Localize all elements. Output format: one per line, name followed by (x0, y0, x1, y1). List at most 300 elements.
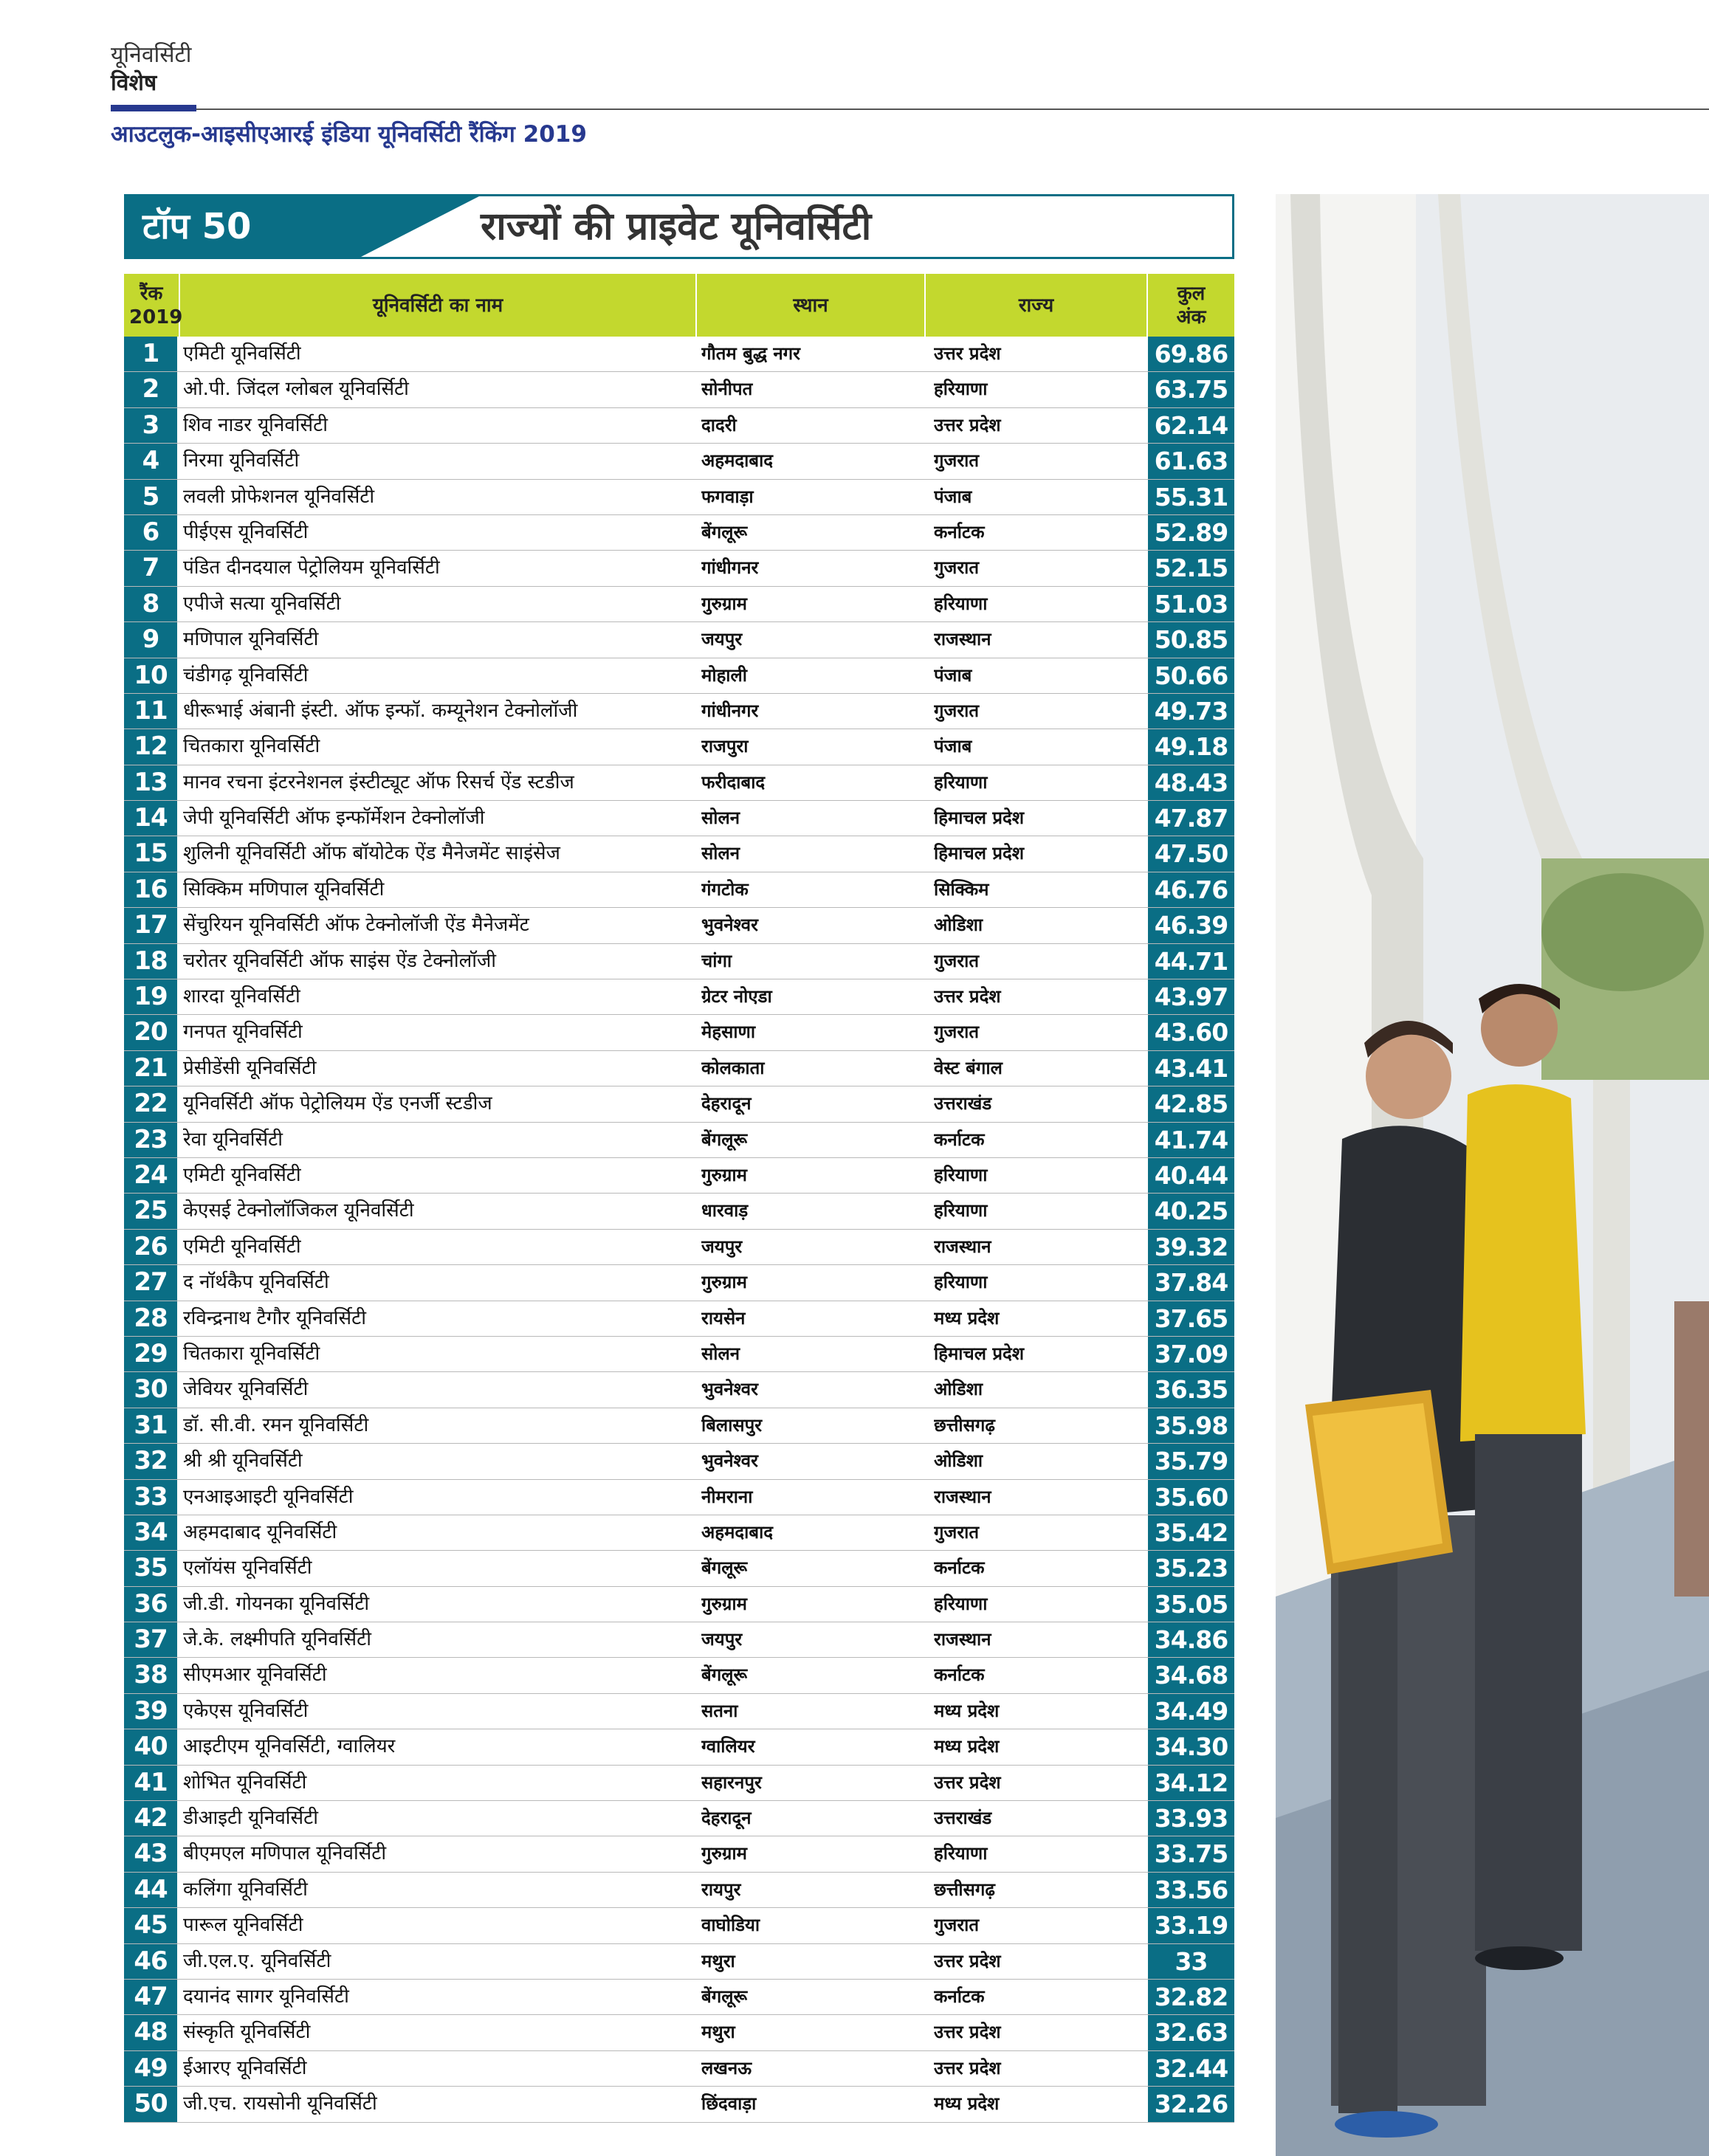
university-name-cell: जी.एल.ए. यूनिवर्सिटी (183, 1949, 331, 1972)
table-row (124, 1836, 1234, 1872)
place-cell: नीमराना (701, 1486, 753, 1507)
university-name-cell: धीरूभाई अंबानी इंस्टी. ऑफ इन्फॉ. कम्यूनेशन टेक्नोलॉजी (183, 699, 578, 722)
section-underline (111, 105, 196, 111)
place-cell: गुरुग्राम (701, 1843, 747, 1864)
score-cell: 33.19 (1148, 1908, 1234, 1943)
place-cell: गांधीनगर (701, 700, 759, 721)
state-cell: राजस्थान (934, 1236, 991, 1257)
table-row (124, 1694, 1234, 1729)
table-row (124, 836, 1234, 872)
place-cell: गुरुग्राम (701, 1593, 747, 1614)
rank-cell: 36 (124, 1587, 177, 1622)
place-cell: सोलन (701, 807, 740, 829)
table-row (124, 1158, 1234, 1194)
rank-cell: 27 (124, 1265, 177, 1300)
score-cell: 52.89 (1148, 515, 1234, 550)
university-name-cell: एमिटी यूनिवर्सिटी (183, 1163, 301, 1186)
rank-cell: 34 (124, 1515, 177, 1550)
table-row (124, 1408, 1234, 1444)
state-cell: उत्तर प्रदेश (934, 414, 1001, 435)
state-cell: हरियाणा (934, 1272, 988, 1293)
state-cell: मध्य प्रदेश (934, 1736, 1000, 1757)
score-cell: 50.66 (1148, 658, 1234, 693)
score-cell: 37.84 (1148, 1265, 1234, 1300)
rank-cell: 48 (124, 2015, 177, 2050)
table-row (124, 444, 1234, 479)
table-row (124, 1444, 1234, 1479)
rank-cell: 2 (124, 372, 177, 407)
rank-cell: 42 (124, 1801, 177, 1836)
state-cell: ओडिशा (934, 915, 983, 936)
university-name-cell: एपीजे सत्या यूनिवर्सिटी (183, 592, 341, 615)
table-body (124, 337, 1234, 2123)
score-cell: 50.85 (1148, 622, 1234, 657)
campus-photo (1276, 194, 1709, 2156)
score-cell: 48.43 (1148, 765, 1234, 800)
table-header (124, 274, 1234, 337)
university-name-cell: रविन्द्रनाथ टैगौर यूनिवर्सिटी (183, 1306, 366, 1329)
university-name-cell: कलिंगा यूनिवर्सिटी (183, 1878, 308, 1901)
score-cell: 49.73 (1148, 694, 1234, 729)
table-row (124, 1551, 1234, 1586)
rank-cell: 43 (124, 1836, 177, 1871)
place-cell: मेहसाणा (701, 1022, 756, 1043)
rank-cell: 13 (124, 765, 177, 800)
state-cell: कर्नाटक (934, 1664, 985, 1686)
rank-cell: 26 (124, 1230, 177, 1264)
rank-cell: 28 (124, 1301, 177, 1336)
section-label (111, 41, 191, 97)
table-row (124, 1801, 1234, 1836)
state-cell: कर्नाटक (934, 1557, 985, 1579)
place-cell: जयपुर (701, 629, 743, 650)
university-name-cell: जेवियर यूनिवर्सिटी (183, 1378, 309, 1401)
rank-cell: 24 (124, 1158, 177, 1193)
university-name-cell: जेपी यूनिवर्सिटी ऑफ इन्फॉर्मेशन टेक्नोलॉजी (183, 807, 485, 830)
score-cell: 61.63 (1148, 444, 1234, 478)
table-row (124, 1622, 1234, 1658)
state-cell: गुजरात (934, 1915, 980, 1936)
state-cell: राजस्थान (934, 1486, 991, 1507)
header-score: कुल अंक (1176, 282, 1206, 328)
score-cell: 37.09 (1148, 1337, 1234, 1371)
university-name-cell: एनआइआइटी यूनिवर्सिटी (183, 1485, 354, 1508)
university-name-cell: चंडीगढ़ यूनिवर्सिटी (183, 664, 309, 686)
university-name-cell: आइटीएम यूनिवर्सिटी, ग्वालियर (183, 1735, 396, 1758)
university-name-cell: ओ.पी. जिंदल ग्लोबल यूनिवर्सिटी (183, 378, 409, 401)
state-cell: मध्य प्रदेश (934, 1700, 1000, 1721)
score-cell: 32.26 (1148, 2087, 1234, 2121)
table-row (124, 1944, 1234, 1980)
table-row (124, 2015, 1234, 2050)
table-row (124, 1908, 1234, 1943)
university-name-cell: सीएमआर यूनिवर्सिटी (183, 1664, 327, 1687)
table-row (124, 1587, 1234, 1622)
place-cell: धारवाड़ (701, 1200, 749, 1222)
table-row (124, 1980, 1234, 2015)
rank-cell: 44 (124, 1873, 177, 1907)
score-cell: 43.97 (1148, 979, 1234, 1014)
state-cell: हरियाणा (934, 379, 988, 400)
university-name-cell: चितकारा यूनिवर्सिटी (183, 735, 320, 758)
rank-cell: 37 (124, 1622, 177, 1657)
place-cell: कोलकाता (701, 1057, 765, 1078)
university-name-cell: एमिटी यूनिवर्सिटी (183, 342, 301, 365)
university-name-cell: सेंचुरियन यूनिवर्सिटी ऑफ टेक्नोलॉजी ऐंड मैनेजमेंट (183, 914, 529, 937)
state-cell: हिमाचल प्रदेश (934, 1343, 1025, 1364)
place-cell: बिलासपुर (701, 1414, 763, 1436)
place-cell: देहरादून (701, 1093, 752, 1115)
score-cell: 35.23 (1148, 1551, 1234, 1585)
state-cell: मध्य प्रदेश (934, 1307, 1000, 1329)
university-name-cell: गनपत यूनिवर्सिटी (183, 1021, 303, 1044)
university-name-cell: डीआइटी यूनिवर्सिटी (183, 1807, 318, 1830)
university-name-cell: श्री श्री यूनिवर्सिटी (183, 1450, 303, 1473)
place-cell: मोहाली (701, 664, 748, 686)
table-row (124, 1265, 1234, 1301)
state-cell: पंजाब (934, 486, 972, 507)
state-cell: उत्तर प्रदेश (934, 2022, 1001, 2043)
table-row (124, 1372, 1234, 1408)
score-cell: 63.75 (1148, 372, 1234, 407)
place-cell: देहरादून (701, 1808, 752, 1829)
score-cell: 34.12 (1148, 1766, 1234, 1800)
university-name-cell: जी.एच. रायसोनी यूनिवर्सिटी (183, 2093, 377, 2115)
table-row (124, 515, 1234, 551)
table-row (124, 1515, 1234, 1551)
state-cell: पंजाब (934, 736, 972, 757)
title-bar (124, 194, 1234, 259)
rank-cell: 19 (124, 979, 177, 1014)
state-cell: हरियाणा (934, 1593, 988, 1614)
table-row (124, 1123, 1234, 1158)
header-state: राज्य (926, 274, 1148, 337)
place-cell: भुवनेश्वर (701, 1450, 758, 1472)
university-name-cell: पंडित दीनदयाल पेट्रोलियम यूनिवर्सिटी (183, 557, 440, 579)
score-cell: 33.93 (1148, 1801, 1234, 1836)
state-cell: हरियाणा (934, 1164, 988, 1185)
state-cell: उत्तर प्रदेश (934, 2057, 1001, 2078)
place-cell: अहमदाबाद (701, 450, 774, 472)
score-cell: 34.30 (1148, 1729, 1234, 1764)
place-cell: मथुरा (701, 2022, 735, 2043)
table-row (124, 1015, 1234, 1050)
table-row (124, 587, 1234, 622)
rank-cell: 25 (124, 1194, 177, 1228)
university-name-cell: निरमा यूनिवर्सिटी (183, 450, 300, 472)
title-accent (361, 196, 479, 257)
university-name-cell: शिव नाडर यूनिवर्सिटी (183, 413, 328, 436)
university-name-cell: जे.के. लक्ष्मीपति यूनिवर्सिटी (183, 1628, 371, 1651)
rank-cell: 47 (124, 1980, 177, 2014)
table-row (124, 694, 1234, 729)
table-row (124, 1301, 1234, 1337)
university-name-cell: जी.डी. गोयनका यूनिवर्सिटी (183, 1592, 370, 1615)
university-name-cell: सिक्किम मणिपाल यूनिवर्सिटी (183, 878, 385, 900)
state-cell: छत्तीसगढ़ (934, 1414, 995, 1436)
rank-cell: 21 (124, 1051, 177, 1086)
university-name-cell: एलॉयंस यूनिवर्सिटी (183, 1557, 312, 1580)
rank-cell: 50 (124, 2087, 177, 2121)
state-cell: कर्नाटक (934, 1985, 985, 2007)
state-cell: गुजरात (934, 450, 980, 472)
table-row (124, 979, 1234, 1015)
place-cell: गांधीगनर (701, 557, 759, 579)
place-cell: अहमदाबाद (701, 1521, 774, 1543)
state-cell: कर्नाटक (934, 1129, 985, 1150)
university-name-cell: एमिटी यूनिवर्सिटी (183, 1235, 301, 1258)
score-cell: 55.31 (1148, 480, 1234, 514)
place-cell: बेंगलूरू (701, 1557, 748, 1579)
place-cell: गंगटोक (701, 878, 749, 900)
table-row (124, 1873, 1234, 1908)
score-cell: 43.41 (1148, 1051, 1234, 1086)
students-corridor-illustration (1276, 194, 1709, 2156)
university-name-cell: प्रेसीडेंसी यूनिवर्सिटी (183, 1056, 317, 1079)
score-cell: 35.79 (1148, 1444, 1234, 1478)
top-rule (196, 109, 1709, 110)
rank-cell: 22 (124, 1086, 177, 1121)
table-row (124, 337, 1234, 372)
place-cell: गुरुग्राम (701, 1164, 747, 1185)
rank-cell: 15 (124, 836, 177, 871)
state-cell: उत्तराखंड (934, 1093, 992, 1115)
score-cell: 33.75 (1148, 1836, 1234, 1871)
university-name-cell: पारूल यूनिवर्सिटी (183, 1914, 303, 1937)
place-cell: गुरुग्राम (701, 1272, 747, 1293)
university-name-cell: अहमदाबाद यूनिवर्सिटी (183, 1520, 337, 1543)
place-cell: सतना (701, 1700, 738, 1721)
place-cell: बेंगलूरू (701, 1985, 748, 2007)
rank-cell: 10 (124, 658, 177, 693)
rank-cell: 11 (124, 694, 177, 729)
place-cell: छिंदवाड़ा (701, 2093, 757, 2115)
place-cell: भुवनेश्वर (701, 1379, 758, 1400)
score-cell: 32.82 (1148, 1980, 1234, 2014)
state-cell: हरियाणा (934, 1843, 988, 1864)
table-row (124, 1337, 1234, 1372)
university-name-cell: डॉ. सी.वी. रमन यूनिवर्सिटी (183, 1413, 369, 1436)
state-cell: हरियाणा (934, 1200, 988, 1222)
state-cell: गुजरात (934, 1521, 980, 1543)
rank-cell: 33 (124, 1480, 177, 1515)
table-row (124, 765, 1234, 801)
place-cell: फगवाड़ा (701, 486, 754, 507)
score-cell: 35.98 (1148, 1408, 1234, 1443)
rank-cell: 38 (124, 1658, 177, 1692)
table-row (124, 2051, 1234, 2087)
table-row (124, 1729, 1234, 1765)
state-cell: सिक्किम (934, 878, 989, 900)
rank-cell: 41 (124, 1766, 177, 1800)
section-label-line2: विशेष (111, 70, 157, 96)
title-heading: राज्यों की प्राइवेट यूनिवर्सिटी (481, 204, 872, 249)
rank-cell: 31 (124, 1408, 177, 1443)
rank-cell: 3 (124, 408, 177, 443)
score-cell: 33.56 (1148, 1873, 1234, 1907)
table-row (124, 1230, 1234, 1265)
table-row (124, 1658, 1234, 1693)
score-cell: 49.18 (1148, 729, 1234, 764)
rank-cell: 1 (124, 337, 177, 371)
table-row (124, 622, 1234, 658)
rank-cell: 12 (124, 729, 177, 764)
place-cell: जयपुर (701, 1236, 743, 1257)
state-cell: राजस्थान (934, 1629, 991, 1650)
place-cell: भुवनेश्वर (701, 915, 758, 936)
rank-cell: 40 (124, 1729, 177, 1764)
rank-cell: 18 (124, 944, 177, 979)
place-cell: सोनीपत (701, 379, 753, 400)
rank-cell: 8 (124, 587, 177, 621)
table-row (124, 1194, 1234, 1229)
place-cell: मथुरा (701, 1950, 735, 1971)
state-cell: पंजाब (934, 664, 972, 686)
table-row (124, 372, 1234, 407)
place-cell: गुरुग्राम (701, 593, 747, 614)
table-row (124, 408, 1234, 444)
state-cell: हरियाणा (934, 593, 988, 614)
place-cell: चांगा (701, 950, 732, 971)
rank-cell: 17 (124, 908, 177, 943)
table-row (124, 1766, 1234, 1801)
score-cell: 43.60 (1148, 1015, 1234, 1050)
score-cell: 44.71 (1148, 944, 1234, 979)
table-row (124, 480, 1234, 515)
state-cell: वेस्ट बंगाल (934, 1057, 1003, 1078)
table-row (124, 908, 1234, 943)
score-cell: 32.63 (1148, 2015, 1234, 2050)
state-cell: राजस्थान (934, 629, 991, 650)
header-name: यूनिवर्सिटी का नाम (180, 274, 697, 337)
score-cell: 40.25 (1148, 1194, 1234, 1228)
rank-cell: 20 (124, 1015, 177, 1050)
table-row (124, 801, 1234, 836)
series-title: आउटलुक-आइसीएआरई इंडिया यूनिवर्सिटी रैंकिंग 2019 (111, 121, 587, 148)
rank-cell: 49 (124, 2051, 177, 2086)
place-cell: सोलन (701, 1343, 740, 1364)
university-name-cell: मानव रचना इंटरनेशनल इंस्टीट्यूट ऑफ रिसर्च ऐंड स्टडीज (183, 771, 574, 793)
state-cell: हिमाचल प्रदेश (934, 807, 1025, 829)
score-cell: 34.49 (1148, 1694, 1234, 1729)
rank-cell: 30 (124, 1372, 177, 1407)
place-cell: दादरी (701, 414, 737, 435)
state-cell: हरियाणा (934, 771, 988, 793)
score-cell: 46.39 (1148, 908, 1234, 943)
table-row (124, 1480, 1234, 1515)
score-cell: 47.87 (1148, 801, 1234, 836)
table-row (124, 872, 1234, 908)
university-name-cell: चितकारा यूनिवर्सिटी (183, 1342, 320, 1365)
score-cell: 69.86 (1148, 337, 1234, 371)
score-cell: 37.65 (1148, 1301, 1234, 1336)
rank-cell: 45 (124, 1908, 177, 1943)
state-cell: कर्नाटक (934, 521, 985, 543)
rank-cell: 29 (124, 1337, 177, 1371)
score-cell: 34.86 (1148, 1622, 1234, 1657)
university-name-cell: मणिपाल यूनिवर्सिटी (183, 628, 319, 651)
place-cell: गौतम बुद्ध नगर (701, 343, 800, 364)
place-cell: रायपुर (701, 1878, 741, 1900)
table-row (124, 2087, 1234, 2122)
place-cell: ग्रेटर नोएडा (701, 986, 772, 1008)
university-name-cell: रेवा यूनिवर्सिटी (183, 1128, 283, 1151)
score-cell: 41.74 (1148, 1123, 1234, 1157)
score-cell: 51.03 (1148, 587, 1234, 621)
place-cell: ग्वालियर (701, 1736, 755, 1757)
place-cell: लखनऊ (701, 2057, 752, 2078)
university-name-cell: केएसई टेक्नोलॉजिकल यूनिवर्सिटी (183, 1199, 414, 1222)
score-cell: 46.76 (1148, 872, 1234, 907)
place-cell: रायसेन (701, 1307, 746, 1329)
score-cell: 32.44 (1148, 2051, 1234, 2086)
place-cell: बेंगलूरू (701, 1664, 748, 1686)
place-cell: वाघोडिया (701, 1915, 760, 1936)
table-row (124, 729, 1234, 765)
university-name-cell: शोभित यूनिवर्सिटी (183, 1771, 307, 1794)
place-cell: सहारनपुर (701, 1771, 762, 1793)
score-cell: 42.85 (1148, 1086, 1234, 1121)
university-name-cell: एकेएस यूनिवर्सिटी (183, 1699, 309, 1722)
score-cell: 34.68 (1148, 1658, 1234, 1692)
place-cell: बेंगलूरू (701, 1129, 748, 1150)
university-name-cell: दयानंद सागर यूनिवर्सिटी (183, 1985, 349, 2008)
university-name-cell: द नॉर्थकैप यूनिवर्सिटी (183, 1271, 329, 1294)
university-name-cell: लवली प्रोफेशनल यूनिवर्सिटी (183, 485, 375, 508)
table-row (124, 1086, 1234, 1122)
score-cell: 36.35 (1148, 1372, 1234, 1407)
university-name-cell: चरोतर यूनिवर्सिटी ऑफ साइंस ऐंड टेक्नोलॉजी (183, 949, 496, 972)
rank-cell: 32 (124, 1444, 177, 1478)
table-row (124, 658, 1234, 694)
table-row (124, 1051, 1234, 1086)
rank-cell: 23 (124, 1123, 177, 1157)
state-cell: छत्तीसगढ़ (934, 1878, 995, 1900)
rank-cell: 39 (124, 1694, 177, 1729)
rank-cell: 4 (124, 444, 177, 478)
rank-cell: 14 (124, 801, 177, 836)
place-cell: सोलन (701, 843, 740, 864)
rank-cell: 9 (124, 622, 177, 657)
state-cell: उत्तर प्रदेश (934, 343, 1001, 364)
score-cell: 35.60 (1148, 1480, 1234, 1515)
table-row (124, 944, 1234, 979)
university-name-cell: शारदा यूनिवर्सिटी (183, 985, 300, 1008)
university-name-cell: संस्कृति यूनिवर्सिटी (183, 2021, 311, 2044)
state-cell: ओडिशा (934, 1450, 983, 1472)
score-cell: 33 (1148, 1944, 1234, 1979)
university-name-cell: ईआरए यूनिवर्सिटी (183, 2056, 307, 2079)
university-name-cell: पीईएस यूनिवर्सिटी (183, 520, 309, 543)
university-name-cell: यूनिवर्सिटी ऑफ पेट्रोलियम ऐंड एनर्जी स्टडीज (183, 1092, 492, 1115)
state-cell: उत्तर प्रदेश (934, 1950, 1001, 1971)
rank-cell: 6 (124, 515, 177, 550)
score-cell: 52.15 (1148, 551, 1234, 585)
state-cell: हिमाचल प्रदेश (934, 843, 1025, 864)
header-place: स्थान (697, 274, 926, 337)
score-cell: 39.32 (1148, 1230, 1234, 1264)
rank-cell: 5 (124, 480, 177, 514)
state-cell: गुजरात (934, 557, 980, 579)
place-cell: राजपुरा (701, 736, 749, 757)
state-cell: मध्य प्रदेश (934, 2093, 1000, 2115)
score-cell: 35.05 (1148, 1587, 1234, 1622)
university-name-cell: बीएमएल मणिपाल यूनिवर्सिटी (183, 1842, 387, 1865)
score-cell: 40.44 (1148, 1158, 1234, 1193)
state-cell: उत्तराखंड (934, 1808, 992, 1829)
header-rank: रैंक 2019 (124, 274, 180, 337)
ranking-table (124, 274, 1234, 2123)
